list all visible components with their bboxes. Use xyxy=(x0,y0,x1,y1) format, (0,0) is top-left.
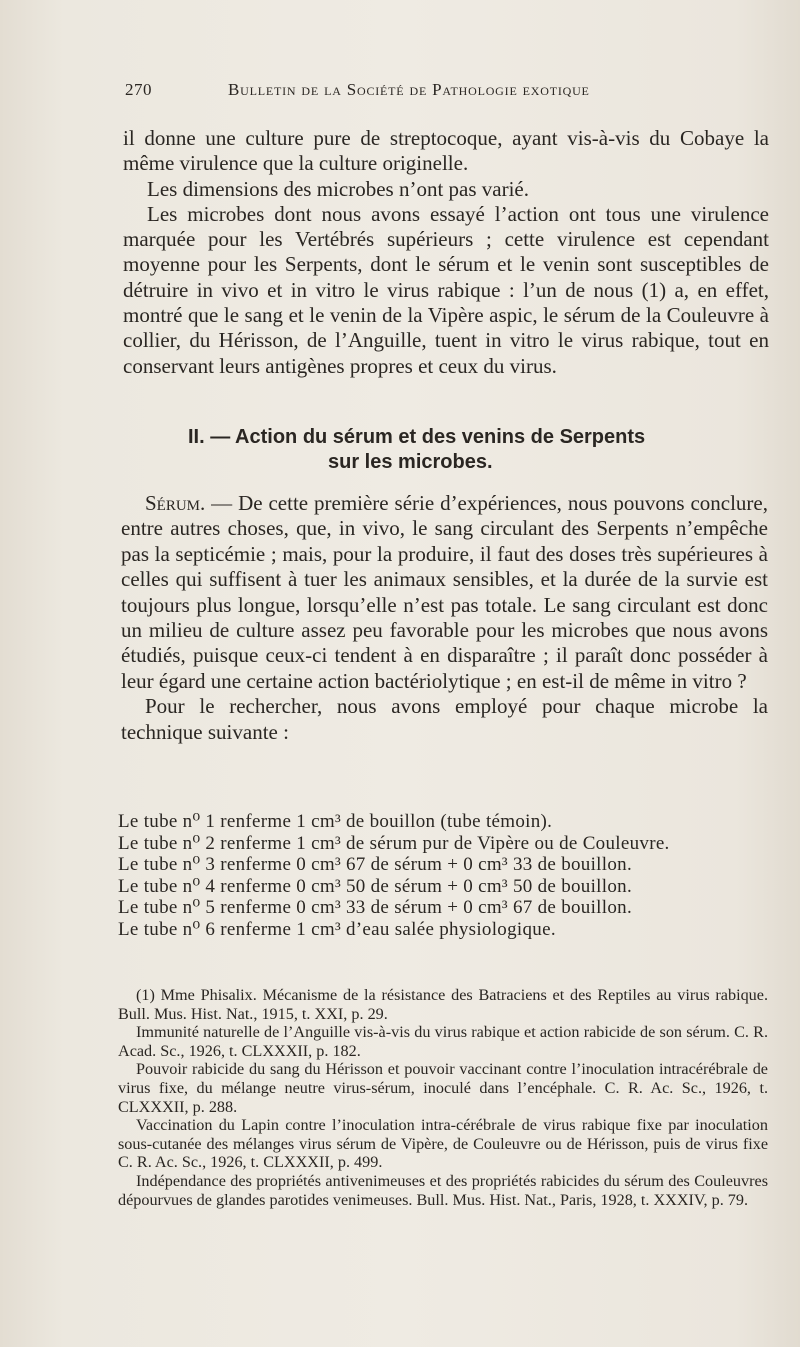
footnote: Pouvoir rabicide du sang du Hérisson et pouvoir vaccinant contre l’inoculation intracérébrale de virus fixe, du mélange neutre virus-sérum, inoculé dans l’encéphale. C. R. Ac. Sc., 1926, t. CLXXXII, p. 288. xyxy=(118,1060,768,1116)
footnote: Vaccination du Lapin contre l’inoculation intra-cérébrale de virus rabique fixe par inoculation sous-cutanée des mélanges virus sérum de Vipère, de Couleuvre ou de Hérisson, puis de virus fixe C. R. Ac. Sc., 1926, t. CLXXXII, p. 499. xyxy=(118,1116,768,1172)
journal-title: Bulletin de la Société de Pathologie exotique xyxy=(228,80,590,99)
paragraph-virulence: Les microbes dont nous avons essayé l’action ont tous une virulence marquée pour les Vertébrés supérieurs ; cette virulence est cependant moyenne pour les Serpents, dont le sérum et le venin sont susceptibles de détruire in vivo et in vitro le virus rabique : l’un de nous (1) a, en effet, montré que le sang et le venin de la Vipère aspic, le sérum de la Couleuvre à collier, du Hérisson, de l’Anguille, tuent in vitro le virus rabique, tout en conservant leurs antigènes propres et ceux du virus. xyxy=(123,201,769,378)
paragraph-dimensions: Les dimensions des microbes n’ont pas varié. xyxy=(147,176,529,201)
tube-list xyxy=(118,811,778,941)
footnote: Indépendance des propriétés antivenimeuses et des propriétés rabicides du sérum des Couleuvres dépourvues de glandes parotides venimeuses. Bull. Mus. Hist. Nat., Paris, 1928, t. XXXIV, p. 79. xyxy=(118,1171,768,1209)
tube-line: Le tube n⁰ 6 renferme 1 cm³ d’eau salée physiologique. xyxy=(118,918,556,940)
tube-line: Le tube n⁰ 4 renferme 0 cm³ 50 de sérum + 0 cm³ 50 de bouillon. xyxy=(118,875,632,897)
tube-line: Le tube n⁰ 2 renferme 1 cm³ de sérum pur de Vipère ou de Couleuvre. xyxy=(118,832,670,854)
section-heading-line-2: sur les microbes. xyxy=(328,451,493,473)
section-heading xyxy=(188,425,708,475)
section-heading-line-1: II. — Action du sérum et des venins de Serpents xyxy=(188,426,646,448)
tube-line: Le tube n⁰ 1 renferme 1 cm³ de bouillon (tube témoin). xyxy=(118,811,553,832)
intro-text xyxy=(123,126,769,379)
tube-line: Le tube n⁰ 3 renferme 0 cm³ 67 de sérum + 0 cm³ 33 de bouillon. xyxy=(118,854,632,876)
page-number: 270 xyxy=(125,80,152,99)
paragraph-serum xyxy=(121,491,768,694)
paragraph-continuation: il donne une culture pure de streptocoque, ayant vis-à-vis du Cobaye la même virulence que la culture originelle. xyxy=(123,126,769,176)
footnote: Immunité naturelle de l’Anguille vis-à-vis du virus rabique et action rabicide de son sérum. C. R. Acad. Sc., 1926, t. CLXXXII, p. 182. xyxy=(118,1023,768,1060)
serum-lead: Sérum. xyxy=(145,491,206,515)
footnotes xyxy=(118,986,768,1209)
serum-body: — De cette première série d’expériences, nous pouvons conclure, entre autres choses, que, in vivo, le sang circulant des Serpents n’empêche pas la septicémie ; mais, pour la produire, il faut des doses très supérieures à celles qui suffisent à tuer les animaux sensibles, et la durée de la survie est toujours plus longue, lorsqu’elle n’est pas totale. Le sang circulant est donc un milieu de culture assez peu favorable pour les microbes que nous avons étudiés, puisque ceux-ci tendent à en disparaître ; il paraît donc posséder à leur égard une certaine action bactériolytique ; en est-il de même in vitro ? xyxy=(121,491,768,693)
serum-text xyxy=(121,491,768,745)
paragraph-technique: Pour le rechercher, nous avons employé pour chaque microbe la technique suivante : xyxy=(121,694,768,744)
tube-line: Le tube n⁰ 5 renferme 0 cm³ 33 de sérum + 0 cm³ 67 de bouillon. xyxy=(118,897,632,919)
footnote: (1) Mme Phisalix. Mécanisme de la résistance des Batraciens et des Reptiles au virus rabique. Bull. Mus. Hist. Nat., 1915, t. XXI, p. 29. xyxy=(118,986,768,1023)
